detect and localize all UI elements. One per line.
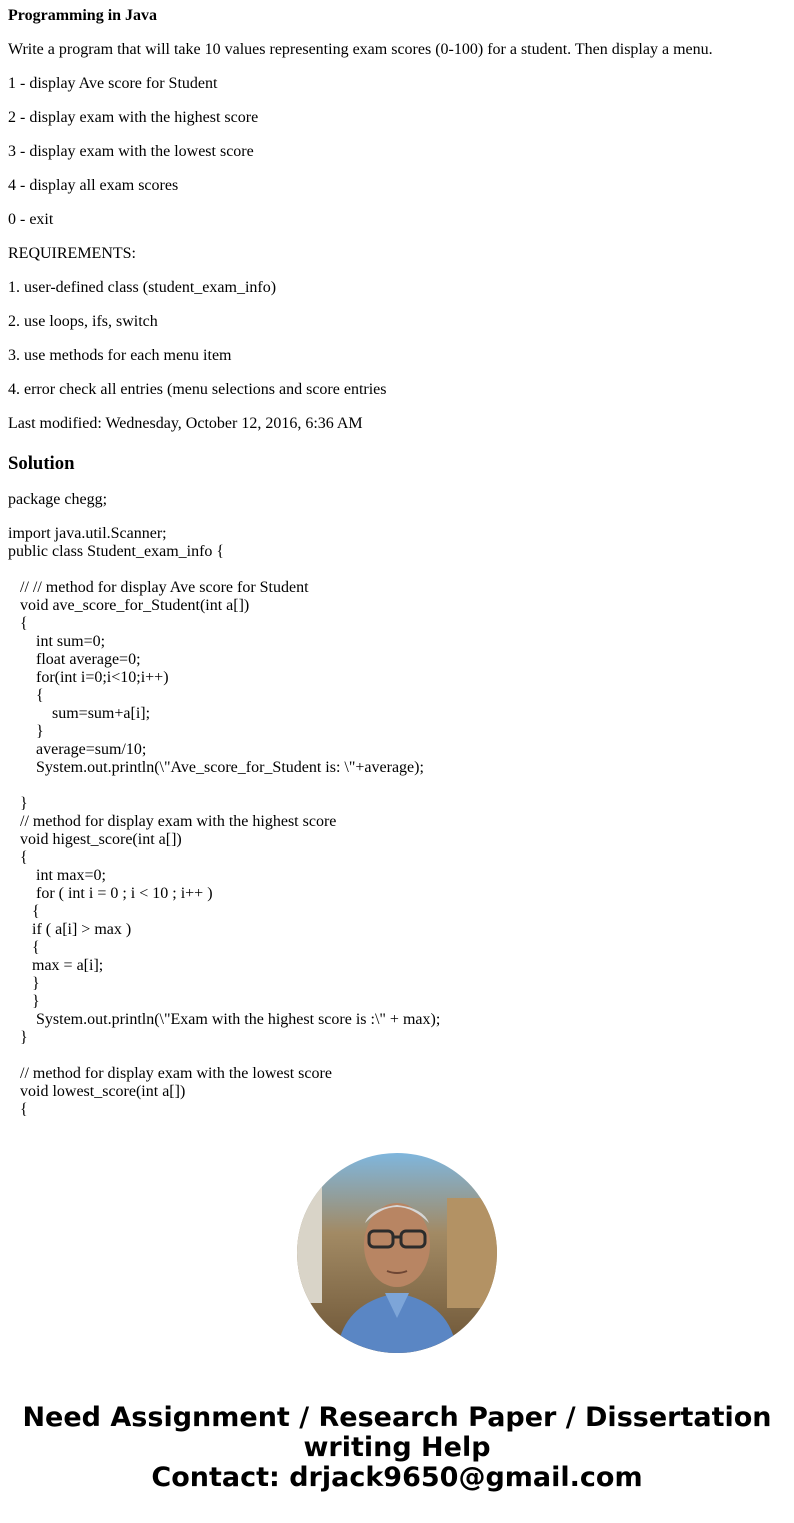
profile-photo-icon	[297, 1153, 497, 1353]
code-line: max = a[i];	[8, 957, 104, 974]
code-line: }	[8, 723, 44, 740]
code-line: }	[8, 1029, 28, 1046]
requirement-item: 2. use loops, ifs, switch	[8, 313, 158, 330]
solution-code	[8, 525, 778, 1119]
code-line: if ( a[i] > max )	[8, 921, 132, 938]
code-line: // method for display exam with the lowest score	[8, 1065, 332, 1082]
code-line: // // method for display Ave score for Student	[8, 579, 309, 596]
promo-line: writing Help	[303, 1432, 491, 1463]
requirement-item: 3. use methods for each menu item	[8, 347, 232, 364]
code-line: System.out.println(\"Ave_score_for_Student is: \"+average);	[8, 759, 424, 776]
menu-item: 3 - display exam with the lowest score	[8, 143, 254, 160]
requirement-item: 1. user-defined class (student_exam_info)	[8, 279, 277, 296]
code-line: {	[8, 849, 28, 866]
code-line	[8, 1047, 778, 1065]
code-line: System.out.println(\"Exam with the highest score is :\" + max);	[8, 1011, 441, 1028]
promo-line: Need Assignment / Research Paper / Dissertation	[22, 1402, 772, 1433]
menu-item: 0 - exit	[8, 211, 54, 228]
code-line: }	[8, 993, 40, 1010]
question-intro: Write a program that will take 10 values representing exam scores (0-100) for a student. Then display a menu.	[8, 41, 713, 58]
code-line: {	[8, 903, 40, 920]
code-line: void higest_score(int a[])	[8, 831, 182, 848]
code-line	[8, 777, 778, 795]
code-line: }	[8, 975, 40, 992]
menu-item: 1 - display Ave score for Student	[8, 75, 218, 92]
menu-item: 2 - display exam with the highest score	[8, 109, 259, 126]
code-line: {	[8, 939, 40, 956]
code-line: {	[8, 615, 28, 632]
requirements-heading: REQUIREMENTS:	[8, 245, 136, 262]
solution-heading: Solution	[8, 453, 75, 474]
code-line: {	[8, 1101, 28, 1118]
code-line: sum=sum+a[i];	[8, 705, 151, 722]
code-line: void lowest_score(int a[])	[8, 1083, 186, 1100]
code-line: // method for display exam with the highest score	[8, 813, 337, 830]
code-line: int max=0;	[8, 867, 106, 884]
code-line: {	[8, 687, 44, 704]
code-line: import java.util.Scanner;	[8, 525, 167, 542]
last-modified: Last modified: Wednesday, October 12, 2016, 6:36 AM	[8, 415, 363, 432]
package-line: package chegg;	[8, 491, 108, 508]
promo-contact: Contact: drjack9650@gmail.com	[151, 1462, 643, 1493]
code-line: for ( int i = 0 ; i < 10 ; i++ )	[8, 885, 213, 902]
code-line: int sum=0;	[8, 633, 106, 650]
code-line: void ave_score_for_Student(int a[])	[8, 597, 250, 614]
code-line	[8, 561, 778, 579]
code-line: }	[8, 795, 28, 812]
code-line: public class Student_exam_info {	[8, 543, 225, 560]
document-content	[8, 0, 778, 1119]
requirement-item: 4. error check all entries (menu selections and score entries	[8, 381, 387, 398]
promo-banner	[0, 1403, 794, 1493]
code-line: average=sum/10;	[8, 741, 147, 758]
code-line: for(int i=0;i<10;i++)	[8, 669, 169, 686]
code-line: float average=0;	[8, 651, 141, 668]
menu-item: 4 - display all exam scores	[8, 177, 179, 194]
question-title: Programming in Java	[8, 7, 158, 24]
